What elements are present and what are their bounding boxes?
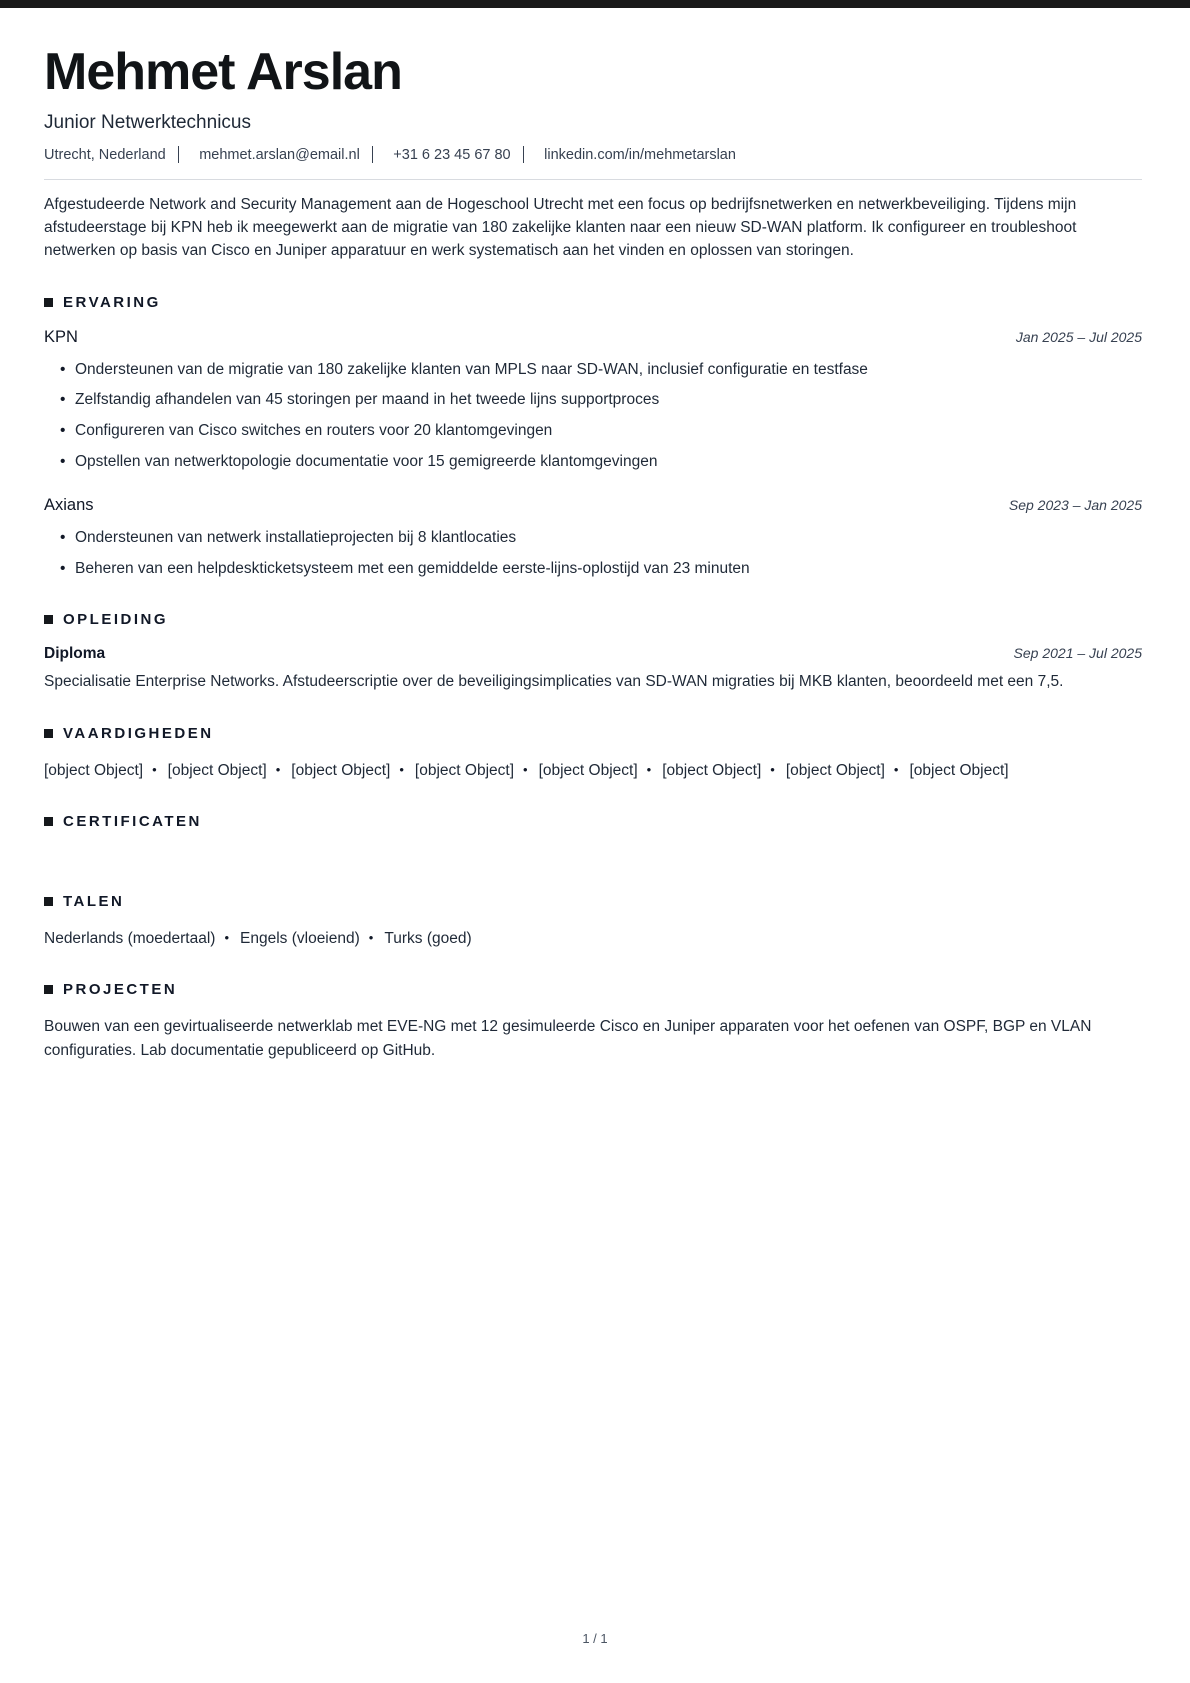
skill-item: • [object Object] [638, 762, 762, 779]
section-heading-vaardigheden [44, 725, 1142, 742]
language-item: Nederlands (moedertaal) [44, 930, 216, 948]
contact-phone: +31 6 23 45 67 80 [393, 146, 511, 163]
section-title: CERTIFICATEN [63, 813, 202, 831]
section-title: TALEN [63, 893, 125, 911]
contact-row [44, 146, 1142, 163]
section-certificaten [44, 813, 1142, 862]
contact-separator [178, 146, 180, 163]
skill-item: • [object Object] [143, 762, 267, 779]
section-marker-icon [44, 897, 53, 906]
header-divider [44, 179, 1142, 180]
contact-separator [372, 146, 374, 163]
experience-entry-head [44, 328, 1142, 347]
resume-header [44, 44, 1142, 180]
section-marker-icon [44, 615, 53, 624]
experience-bullet: • Configureren van Cisco switches en routers voor 20 klantomgevingen [75, 421, 1142, 442]
skill-item: • [object Object] [514, 762, 638, 779]
language-item: • Turks (goed) [360, 930, 472, 947]
contact-email: mehmet.arslan@email.nl [199, 146, 360, 163]
section-title: VAARDIGHEDEN [63, 724, 214, 742]
experience-bullet: • Ondersteunen van de migratie van 180 zakelijke klanten van MPLS naar SD-WAN, inclusief configuratie en testfase [75, 360, 1142, 381]
language-item: • Engels (vloeiend) [215, 930, 359, 947]
experience-bullet: • Beheren van een helpdeskticketsysteem met een gemiddelde eerste-lijns-oplostijd van 23 minuten [75, 559, 1142, 580]
resume-document [0, 44, 1190, 1063]
education-entry-head [44, 645, 1142, 663]
section-marker-icon [44, 817, 53, 826]
section-title: OPLEIDING [63, 611, 169, 629]
education-entry [44, 645, 1142, 694]
section-ervaring [44, 294, 1142, 581]
degree-name: Diploma [44, 645, 106, 663]
skill-item: • [object Object] [885, 762, 1009, 779]
experience-bullet: • Opstellen van netwerktopologie documentatie voor 15 gemigreerde klantomgevingen [75, 452, 1142, 473]
certificates-empty-body [44, 847, 1142, 862]
contact-separator [523, 146, 525, 163]
section-title: PROJECTEN [63, 981, 178, 999]
experience-bullet: • Ondersteunen van netwerk installatieprojecten bij 8 klantlocaties [75, 528, 1142, 549]
section-marker-icon [44, 298, 53, 307]
skill-item: [object Object] [44, 761, 144, 779]
date-range: Sep 2023 – Jan 2025 [1008, 497, 1142, 514]
section-talen [44, 893, 1142, 950]
contact-location: Utrecht, Nederland [44, 146, 166, 163]
section-title: ERVARING [63, 293, 161, 311]
section-marker-icon [44, 985, 53, 994]
experience-bullet: • Zelfstandig afhandelen van 45 storingen per maand in het tweede lijns supportproces [75, 390, 1142, 411]
section-heading-opleiding [44, 611, 1142, 628]
section-vaardigheden [44, 725, 1142, 782]
company-name: Axians [44, 496, 94, 515]
summary-text: Afgestudeerde Network and Security Management aan de Hogeschool Utrecht met een focus op bedrijfsnetwerken en netwerkbeveiliging. Tijdens mijn afstudeerstage bij KPN heb ik meegewerkt aan de migratie van 180 zakelijke klanten naar een nieuw SD-WAN platform. Ik configureer en troubleshoot netwerken op basis van Cisco en Juniper apparatuur en werk systematisch aan het vinden en oplossen van storingen. [44, 196, 1077, 259]
education-description: Specialisatie Enterprise Networks. Afstudeerscriptie over de beveiligingsimplicaties van SD-WAN migraties bij MKB klanten, beoordeeld met een 7,5. [44, 673, 1064, 691]
top-bar [0, 0, 1190, 8]
section-heading-talen [44, 893, 1142, 910]
company-name: KPN [44, 327, 78, 346]
experience-entry [44, 328, 1142, 474]
project-description: Bouwen van een gevirtualiseerde netwerklab met EVE-NG met 12 gesimuleerde Cisco en Juniper apparaten voor het oefenen van OSPF, BGP en VLAN configuraties. Lab documentatie gepubliceerd op GitHub. [44, 1018, 1092, 1060]
person-name: Mehmet Arslan [44, 43, 402, 101]
skill-item: • [object Object] [761, 762, 885, 779]
section-heading-ervaring [44, 294, 1142, 311]
section-projecten [44, 981, 1142, 1063]
section-heading-certificaten [44, 813, 1142, 830]
date-range: Sep 2021 – Jul 2025 [1013, 645, 1142, 662]
experience-entry [44, 496, 1142, 580]
page-number: 1 / 1 [582, 1631, 608, 1646]
experience-bullet-list [44, 528, 1142, 580]
date-range: Jan 2025 – Jul 2025 [1015, 328, 1142, 345]
languages-list [44, 927, 1142, 950]
experience-entry-head [44, 496, 1142, 515]
contact-linkedin: linkedin.com/in/mehmetarslan [544, 146, 736, 163]
skill-item: • [object Object] [267, 762, 391, 779]
skill-item: • [object Object] [390, 762, 514, 779]
experience-bullet-list [44, 360, 1142, 474]
section-opleiding [44, 611, 1142, 694]
section-marker-icon [44, 729, 53, 738]
skills-list [44, 759, 1142, 782]
section-heading-projecten [44, 981, 1142, 998]
job-title: Junior Netwerktechnicus [44, 112, 251, 134]
